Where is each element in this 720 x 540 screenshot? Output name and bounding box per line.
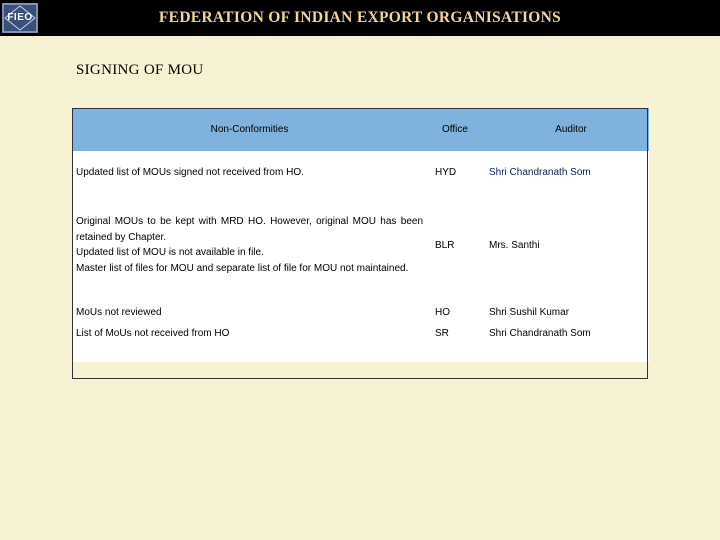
table-row	[72, 193, 649, 297]
cell-non-conformity	[72, 193, 427, 297]
table-header-row	[72, 108, 649, 151]
table-row	[72, 297, 649, 327]
organisation-title: FEDERATION OF INDIAN EXPORT ORGANISATIONS	[158, 9, 562, 26]
non-conformity-text: Original MOUs to be kept with MRD HO. However, original MOU has been retained by Chapter. Updated list of MOU is not available in file. Master list of files for MOU and separate list of file for MOU not maintained.	[76, 216, 423, 274]
non-conformities-table	[72, 108, 649, 362]
table-row	[72, 327, 649, 362]
column-header-office: Office	[427, 108, 483, 151]
cell-auditor: Shri Chandranath Som	[483, 327, 649, 362]
table-row	[72, 151, 649, 193]
slide-title: SIGNING OF MOU	[76, 62, 204, 78]
cell-non-conformity: List of MoUs not received from HO	[72, 327, 427, 362]
logo-text: FIEO	[7, 12, 33, 23]
cell-auditor: Shri Chandranath Som	[483, 151, 649, 193]
column-header-auditor: Auditor	[483, 108, 649, 151]
cell-non-conformity: MoUs not reviewed	[72, 297, 427, 327]
cell-auditor: Shri Sushil Kumar	[483, 297, 649, 327]
cell-auditor: Mrs. Santhi	[483, 193, 649, 297]
header-bar	[0, 0, 720, 36]
fieo-logo	[2, 3, 38, 33]
cell-office: HYD	[427, 151, 483, 193]
cell-office: HO	[427, 297, 483, 327]
column-header-non-conformities: Non-Conformities	[72, 108, 427, 151]
cell-office: BLR	[427, 193, 483, 297]
cell-non-conformity: Updated list of MOUs signed not received from HO.	[72, 151, 427, 193]
cell-office: SR	[427, 327, 483, 362]
